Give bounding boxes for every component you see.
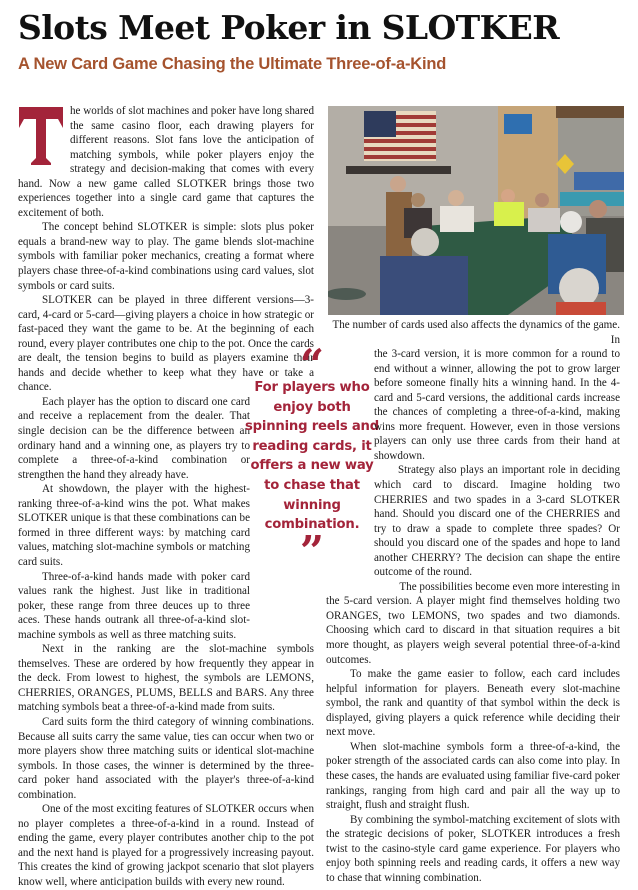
- article-subtitle: A New Card Game Chasing the Ultimate Three-of-a-Kind: [18, 55, 447, 73]
- close-quote-icon: ”: [299, 526, 325, 576]
- article-photo: [328, 106, 624, 315]
- paragraph: the 5-card version. A player might find themselves holding two ORANGES, two LEMONS, two spades and two diamonds. Choosing which card to discard in that situation requires a bit more thought, as players weigh several potential three-of-a-kind outcomes.: [326, 595, 620, 666]
- paragraph: Strategy also plays an important role in deciding which card to discard. Imagine holding two CHERRIES and two spades in a 3-card SLOTKER hand. Should you discard one of the CHERRIES and try to draw a spade to complete three spades? Or should you discard one of the spades and hope to land another CHERRY? The decision can shape the entire outcome of the round.: [374, 464, 620, 579]
- paragraph: By combining the symbol-matching excitement of slots with the strategic decisions of poker, SLOTKER introduces a fresh twist to the casino-style card game experience. For players who enjoy both spinning reels and reading cards, it offers a new way to chase that winning combination.: [326, 813, 620, 884]
- paragraph: To make the game easier to follow, each card includes helpful information for players. Beneath every slot-machine symbol, the rank and quantity of that symbol within the deck is displayed, giving players a quick reference while deciding their next move.: [326, 668, 620, 739]
- pull-quote-text: For players who enjoy both spinning reels and reading cards, it offers a new way to chase that winning combination.: [244, 380, 379, 533]
- paragraph-intro: he worlds of slot machines and poker have long shared the same casino floor, each drawing players for different reasons. Slot fans love the anticipation of matching symbols, while poker players enjoy the strategy and decision-making that comes with every hand. Now a new game called SLOTKER brings those two experiences together into a single card game that captures the excitement of both.: [18, 105, 314, 219]
- paragraph: One of the most exciting features of SLOTKER occurs when no player completes a three-of-a-kind in a round. Instead of ending the game, every player contributes another chip to the pot and the next hand is played for a progressively increasing payout. This creates the kind of growing jackpot scenario that slot players know well, where anticipation builds with every new round.: [18, 803, 314, 888]
- paragraph: Each player has the option to discard one card and receive a replacement from the dealer. That single decision can be the difference between an ordinary hand and a winning one, as players try to complete a three-of-a-kind combination or strengthen the hand they already have.: [18, 395, 250, 481]
- drop-cap: [18, 106, 64, 166]
- paragraph: When slot-machine symbols form a three-of-a-kind, the poker strength of the associated cards can also come into play. In these cases, the hands are evaluated using familiar five-card poker rankings, ranging from high card and pair all the way up to straight, flush and straight flush.: [326, 740, 620, 812]
- paragraph: Three-of-a-kind hands made with poker card values rank the highest. Just like in traditional poker, these range from three deuces up to three aces. These hands outrank all three-of-a-kind slot-machine symbols as well as three matching suits.: [18, 570, 250, 641]
- right-column: [326, 318, 620, 885]
- paragraph: At showdown, the player with the highest-ranking three-of-a-kind wins the pot. What makes SLOTKER unique is that these combinations can be formed in three different ways: by matching card values, matching slot-machine symbols or matching card suits.: [18, 483, 250, 568]
- paragraph: Next in the ranking are the slot-machine symbols themselves. These are ordered by how frequently they appear in the deck. From lowest to highest, the symbols are LEMONS, CHERRIES, ORANGES, PLUMS, BELLS and BARS. Any three matching symbols beat a three-of-a-kind made from suits.: [18, 643, 314, 714]
- flag-icon: [364, 111, 436, 161]
- drop-cap-letter-icon: [18, 106, 64, 166]
- paragraph: The possibilities become even more interesting in: [399, 580, 620, 593]
- paragraph: the 3-card version, it is more common for a round to end without a winner, allowing the pot to grow larger before someone finally hits a winning hand. In the 4-card and 5-card versions, the additional cards increase the chances of completing a three-of-a-kind, making wins more frequent. However, even in those versions players can only use three cards from their hand at showdown.: [374, 348, 620, 462]
- article-title: Slots Meet Poker in SLOTKER: [18, 8, 560, 47]
- paragraph-lead: The number of cards used also affects the dynamics of the game. In: [332, 319, 620, 346]
- paragraph: SLOTKER can be played in three different versions—3-card, 4-card or 5-card—giving players a choice in how strategic or fast-paced they want the game to be. At the beginning of each round, every player contributes one chip to the pot. Once the cards are dealt, the tension begins to build as players examine their hands and decide whether to keep what they have or take a chance.: [18, 294, 314, 394]
- paragraph: The concept behind SLOTKER is simple: slots plus poker equals a brand-new way to play. The game blends slot-machine symbols with familiar poker mechanics, creating a format where players chase three-of-a-kind combinations using card values, slot symbols or card suits.: [18, 221, 314, 292]
- open-quote-icon: “: [299, 340, 325, 389]
- paragraph: Card suits form the third category of winning combinations. Because all suits carry the same value, ties can occur when two or more players show three matching suits or identical slot-machine symbols. In those cases, the winner is determined by the three-card poker hand associated with the player's three-of-a-kind combination.: [18, 715, 314, 801]
- card-game-photo-image: [328, 106, 624, 315]
